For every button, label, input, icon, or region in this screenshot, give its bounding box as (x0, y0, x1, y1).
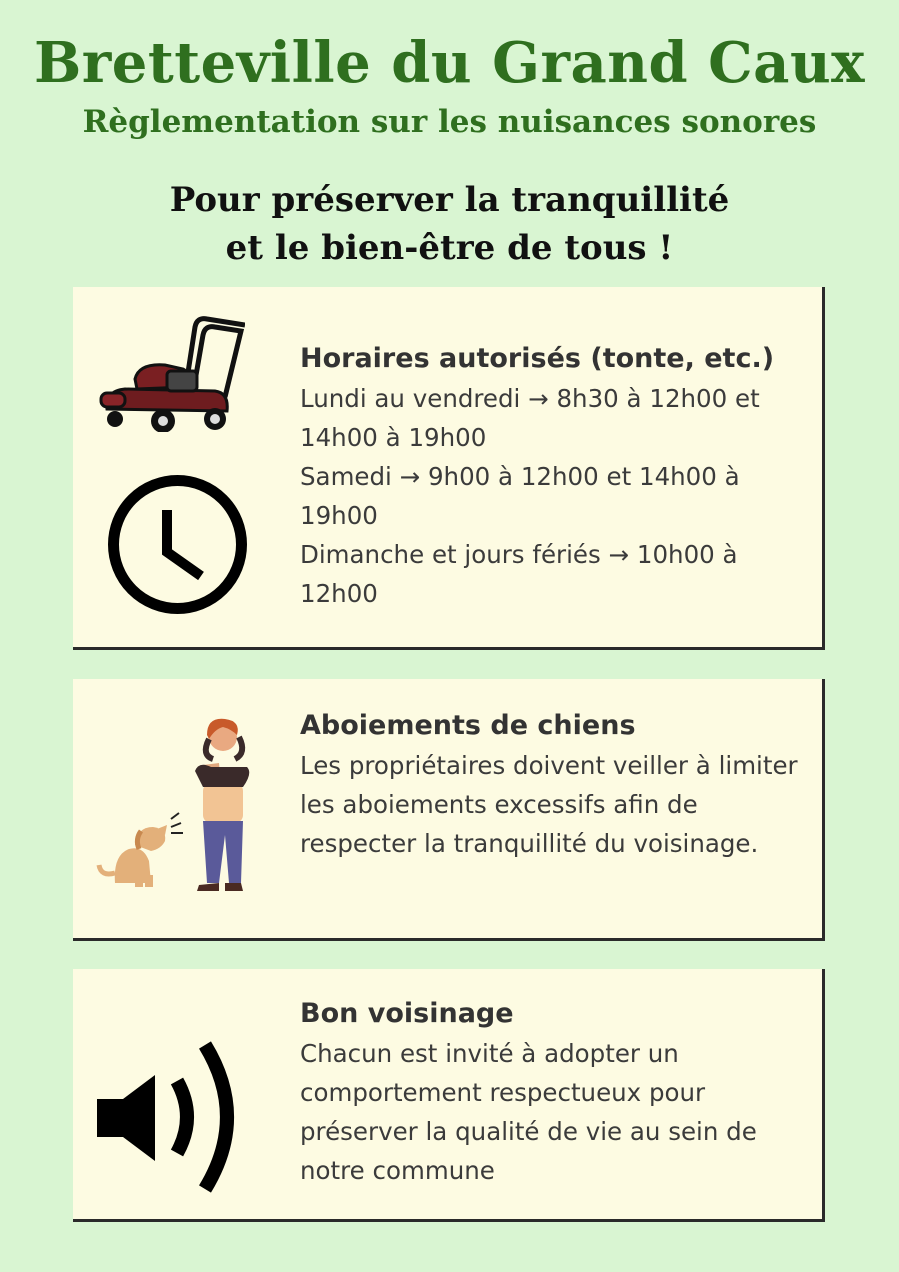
neighbourhood-description: Chacun est invité à adopter un comportement respectueux pour préserver la qualité de vie au sein de notre commune (300, 1039, 757, 1185)
tagline (0, 176, 899, 272)
section-dogs-card (73, 679, 825, 941)
speaker-volume-icon (93, 1037, 253, 1197)
schedule-sunday: Dimanche et jours fériés → 10h00 à 12h00 (300, 540, 738, 608)
schedule-heading: Horaires autorisés (tonte, etc.) (300, 343, 775, 374)
tagline-line-1: Pour préserver la tranquillité (169, 180, 730, 220)
dogs-description: Les propriétaires doivent veiller à limiter les aboiements excessifs afin de respecter la tranquillité du voisinage. (300, 751, 798, 858)
tagline-line-2: et le bien-être de tous ! (225, 228, 674, 268)
lawn-mower-icon (95, 307, 245, 432)
schedule-weekdays: Lundi au vendredi → 8h30 à 12h00 et 14h00 à 19h00 (300, 384, 760, 452)
dogs-text (300, 706, 802, 863)
neighbourhood-heading: Bon voisinage (300, 998, 514, 1029)
dogs-heading: Aboiements de chiens (300, 710, 636, 741)
schedule-text (300, 339, 802, 613)
barking-dog-illustration (95, 715, 255, 895)
schedule-saturday: Samedi → 9h00 à 12h00 et 14h00 à 19h00 (300, 462, 740, 530)
section-schedule-card (73, 287, 825, 650)
neighbourhood-text (300, 994, 802, 1190)
section-neighbourhood-card (73, 969, 825, 1222)
page-subtitle: Règlementation sur les nuisances sonores (82, 104, 817, 140)
clock-icon (105, 472, 250, 617)
page-title: Bretteville du Grand Caux (33, 30, 866, 96)
